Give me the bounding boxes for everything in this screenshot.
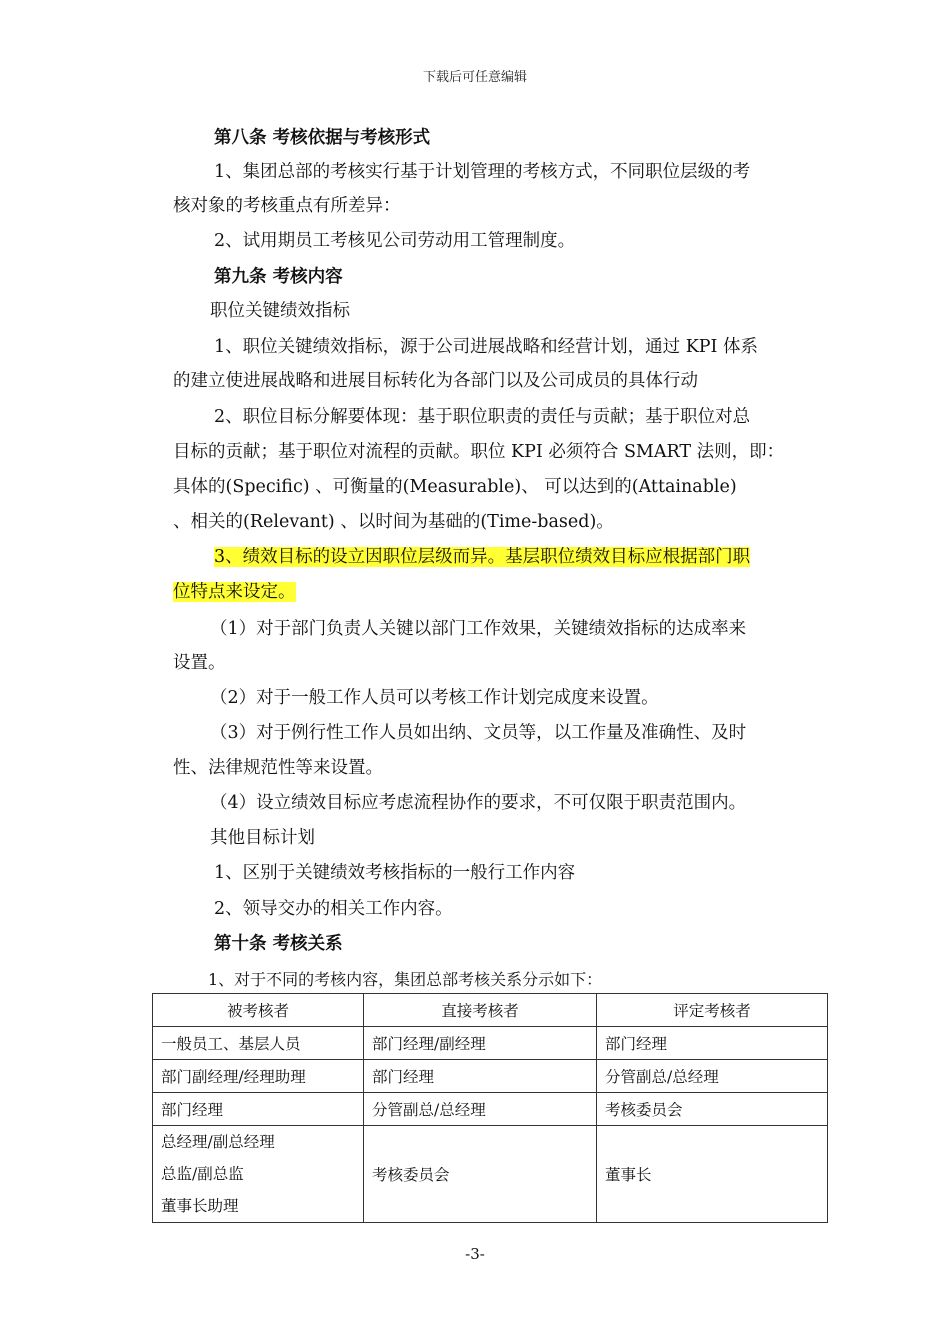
table-header-row (153, 994, 828, 1027)
article-9-subtitle-other: 其他目标计划 (210, 828, 315, 848)
table-cell: 董事长 (597, 1126, 828, 1223)
article-8-para1-line1: 1、集团总部的考核实行基于计划管理的考核方式，不同职位层级的考 (214, 162, 751, 182)
article-9-title: 第九条 考核内容 (214, 267, 343, 287)
table-row (153, 1060, 828, 1093)
highlighted-text: 3、绩效目标的设立因职位层级而异。基层职位绩效目标应根据部门职 (214, 547, 751, 567)
article-9-item1-line2: 设置。 (173, 653, 226, 673)
article-9-para1-line1: 1、职位关键绩效指标，源于公司进展战略和经营计划，通过 KPI 体系 (214, 337, 759, 357)
article-9-other1: 1、区别于关键绩效考核指标的一般行工作内容 (214, 863, 576, 883)
article-9-para1-line2: 的建立使进展战略和进展目标转化为各部门以及公司成员的具体行动 (173, 371, 698, 391)
article-9-para2-line3: 具体的(Specific) 、可衡量的(Measurable)、 可以达到的(Attainable) (173, 477, 737, 497)
table-cell-line: 董事长助理 (161, 1197, 239, 1215)
article-9-subtitle-kpi: 职位关键绩效指标 (210, 301, 350, 321)
table-cell: 部门经理/副经理 (364, 1027, 597, 1060)
page-number: -3- (465, 1245, 485, 1263)
table-header-cell: 直接考核者 (364, 994, 597, 1027)
article-9-other2: 2、领导交办的相关工作内容。 (214, 899, 453, 919)
table-cell-line: 总经理/副总经理 (161, 1133, 275, 1151)
table-header-cell: 评定考核者 (597, 994, 828, 1027)
article-9-para3-line2 (173, 580, 296, 604)
table-cell: 考核委员会 (364, 1126, 597, 1223)
article-10-caption: 1、对于不同的考核内容，集团总部考核关系分示如下： (208, 970, 603, 989)
table-row (153, 1093, 828, 1126)
table-cell-line: 总监/副总监 (161, 1165, 244, 1183)
article-8-para1-line2: 核对象的考核重点有所差异： (173, 196, 401, 216)
highlighted-text: 位特点来设定。 (173, 582, 296, 602)
article-9-item4: （4）设立绩效目标应考虑流程协作的要求，不可仅限于职责范围内。 (210, 793, 747, 813)
article-9-para2-line1: 2、职位目标分解要体现：基于职位职责的责任与贡献；基于职位对总 (214, 407, 751, 427)
article-9-item1-line1: （1）对于部门负责人关键以部门工作效果，关键绩效指标的达成率来 (210, 619, 747, 639)
table-row (153, 1027, 828, 1060)
table-row (153, 1126, 828, 1223)
table-cell: 分管副总/总经理 (597, 1060, 828, 1093)
page-header: 下载后可任意编辑 (422, 70, 527, 85)
article-10-title: 第十条 考核关系 (214, 934, 343, 954)
article-9-item3-line2: 性、法律规范性等来设置。 (173, 758, 383, 778)
article-9-para2-line2: 目标的贡献；基于职位对流程的贡献。职位 KPI 必须符合 SMART 法则，即： (173, 442, 785, 462)
article-9-item2: （2）对于一般工作人员可以考核工作计划完成度来设置。 (210, 688, 659, 708)
article-8-para2: 2、试用期员工考核见公司劳动用工管理制度。 (214, 231, 576, 251)
assessment-relationship-table (152, 993, 828, 1223)
table-cell: 部门经理 (597, 1027, 828, 1060)
table-cell: 部门经理 (153, 1093, 364, 1126)
article-8-title: 第八条 考核依据与考核形式 (214, 128, 431, 148)
table-cell: 一般员工、基层人员 (153, 1027, 364, 1060)
table-cell: 分管副总/总经理 (364, 1093, 597, 1126)
table-header-cell: 被考核者 (153, 994, 364, 1027)
article-9-para2-line4: 、相关的(Relevant) 、以时间为基础的(Time-based)。 (173, 512, 614, 532)
table-cell: 考核委员会 (597, 1093, 828, 1126)
table-cell (153, 1126, 364, 1223)
article-9-para3-line1 (214, 545, 750, 569)
table-cell: 部门经理 (364, 1060, 597, 1093)
article-9-item3-line1: （3）对于例行性工作人员如出纳、文员等，以工作量及准确性、及时 (210, 723, 747, 743)
table-cell: 部门副经理/经理助理 (153, 1060, 364, 1093)
